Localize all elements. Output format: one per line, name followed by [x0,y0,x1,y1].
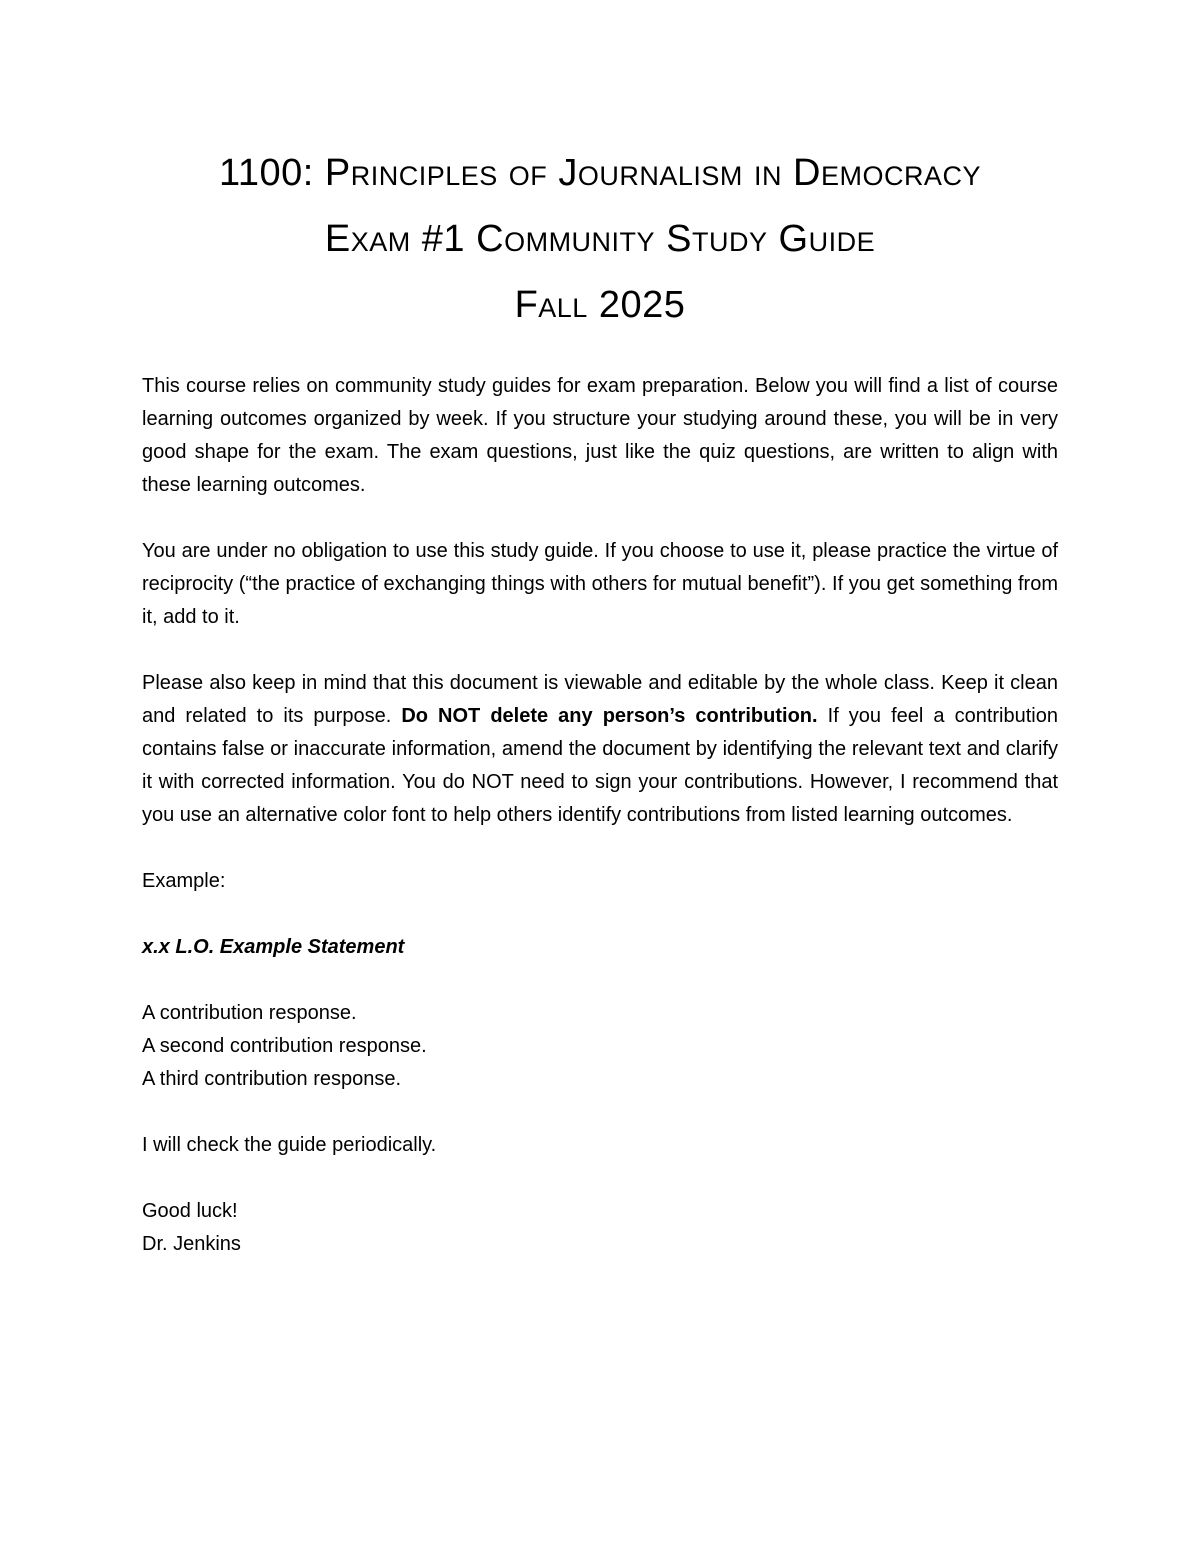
good-luck-text: Good luck! [142,1200,238,1222]
example-responses [142,997,1058,1096]
intro-paragraph-1: This course relies on community study guides for exam preparation. Below you will find a list of course learning outcomes organized by week. If you structure your studying around these, you will be in very good shape for the exam. The exam questions, just like the quiz questions, are written to align with these learning outcomes. [142,375,1058,496]
intro-paragraph-2: You are under no obligation to use this study guide. If you choose to use it, please practice the virtue of reciprocity (“the practice of exchanging things with others for mutual benefit”). If you get something from it, add to it. [142,540,1058,628]
intro-paragraph-3 [142,667,1058,832]
document-page [142,150,1058,1261]
term-title: Fall 2025 [514,284,686,326]
example-response-1: A contribution response. [142,1002,357,1024]
example-statement: x.x L.O. Example Statement [142,936,405,958]
example-response-3: A third contribution response. [142,1068,402,1090]
sign-off [142,1195,1058,1261]
course-title: 1100: Principles of Journalism in Democracy [219,152,981,194]
example-response-2: A second contribution response. [142,1035,427,1057]
paragraph-3-text-start: Please also keep in mind that this document is viewable and editable by the whole class. Keep it clean and related to its purpose. [142,672,1058,727]
paragraph-3-text-end: If you feel a contribution contains false or inaccurate information, amend the document by identifying the relevant text and clarify it with corrected information. You do NOT need to sign your contributions. However, I recommend that you use an alternative color font to help others identify contributions from listed learning outcomes. [142,705,1058,826]
signature: Dr. Jenkins [142,1233,241,1255]
exam-title: Exam #1 Community Study Guide [324,218,876,260]
do-not-delete-warning: Do NOT delete any person’s contribution. [401,705,818,727]
check-note: I will check the guide periodically. [142,1134,437,1156]
example-label: Example: [142,870,226,892]
